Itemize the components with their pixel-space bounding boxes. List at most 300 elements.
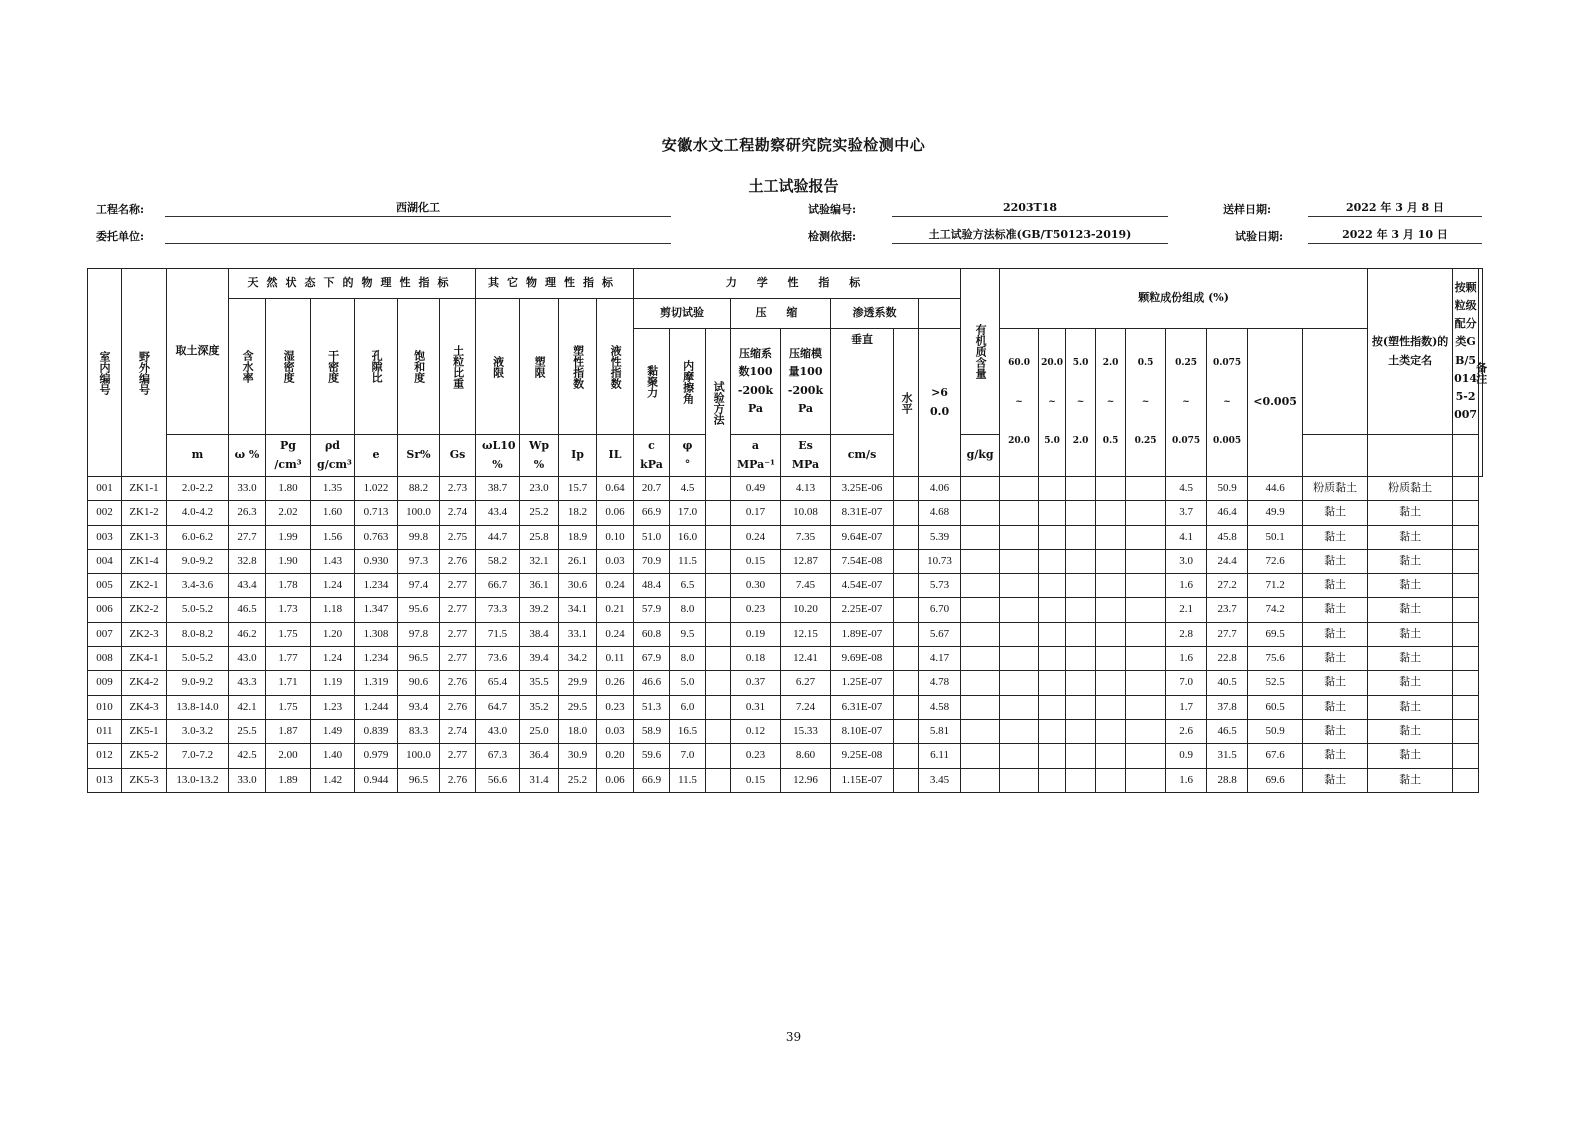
grain-range-2-top: 20.0 [1041, 358, 1064, 369]
cell-rho: 2.02 [266, 501, 311, 525]
cell-w: 46.5 [229, 598, 266, 622]
cell-p0075: 1.6 [1166, 574, 1207, 598]
cell-p0005: 27.7 [1207, 622, 1248, 646]
cell-wl: 58.2 [476, 549, 520, 573]
cell-kv: 2.25E-07 [831, 598, 894, 622]
cell-sr: 95.6 [398, 598, 440, 622]
client-value [165, 228, 671, 244]
cell-tm [706, 477, 731, 501]
table-row [88, 671, 1483, 695]
cell-e: 1.347 [355, 598, 398, 622]
basis-value: 土工试验方法标准(GB/T50123-2019) [892, 228, 1168, 244]
cell-lab: 012 [88, 744, 122, 768]
cell-kh [894, 549, 919, 573]
cell-name1: 黏土 [1303, 598, 1368, 622]
cell-wp: 35.2 [520, 695, 559, 719]
cell-plt: 44.6 [1248, 477, 1303, 501]
cell-ip: 34.1 [559, 598, 597, 622]
cell-p0075: 4.1 [1166, 525, 1207, 549]
cell-phi: 5.0 [670, 671, 706, 695]
cell-org: 5.73 [919, 574, 961, 598]
cell-r5 [1126, 477, 1166, 501]
cell-r2 [1039, 549, 1066, 573]
cell-c: 57.9 [634, 598, 670, 622]
cell-il: 0.03 [597, 719, 634, 743]
unit-specific-gravity: Gs [440, 435, 476, 477]
cell-w: 27.7 [229, 525, 266, 549]
cell-phi: 17.0 [670, 501, 706, 525]
cell-org: 6.70 [919, 598, 961, 622]
cell-wl: 43.4 [476, 501, 520, 525]
cell-sr: 97.8 [398, 622, 440, 646]
cell-wp: 35.5 [520, 671, 559, 695]
cell-wl: 73.6 [476, 647, 520, 671]
cell-gs: 2.74 [440, 719, 476, 743]
unit-void-ratio: e [355, 435, 398, 477]
cell-name2: 黏土 [1368, 501, 1453, 525]
cell-name1: 粉质黏土 [1303, 477, 1368, 501]
cell-wp: 39.4 [520, 647, 559, 671]
unit-saturation: Sr% [398, 435, 440, 477]
cell-name2: 黏土 [1368, 744, 1453, 768]
cell-org: 6.11 [919, 744, 961, 768]
cell-r1 [1000, 574, 1039, 598]
cell-g60 [961, 501, 1000, 525]
cell-name1: 黏土 [1303, 768, 1368, 792]
cell-e: 1.022 [355, 477, 398, 501]
send-date-value: 2022 年 3 月 8 日 [1308, 201, 1482, 217]
cell-phi: 7.0 [670, 744, 706, 768]
col-organic: 有机质含量 [961, 269, 1000, 435]
tilde-2: ~ [1048, 397, 1056, 408]
cell-ip: 15.7 [559, 477, 597, 501]
cell-p0005: 23.7 [1207, 598, 1248, 622]
cell-tm [706, 744, 731, 768]
project-value: 西湖化工 [165, 201, 671, 217]
group-perm: 渗透系数 [831, 299, 919, 329]
grain-range-3 [1066, 329, 1096, 477]
cell-r5 [1126, 622, 1166, 646]
unit-plasticity-index: Ip [559, 435, 597, 477]
cell-rho: 1.90 [266, 549, 311, 573]
group-compress: 压 缩 [731, 299, 831, 329]
cell-kh [894, 744, 919, 768]
cell-rhod: 1.35 [311, 477, 355, 501]
cell-kv: 6.31E-07 [831, 695, 894, 719]
grain-range-2 [1039, 329, 1066, 477]
unit-name-grade [1368, 435, 1453, 477]
cell-p0075: 1.7 [1166, 695, 1207, 719]
table-row [88, 695, 1483, 719]
cell-a: 0.15 [731, 768, 781, 792]
cell-g60 [961, 719, 1000, 743]
cell-name2: 黏土 [1368, 671, 1453, 695]
cell-gs: 2.76 [440, 768, 476, 792]
cell-lab: 008 [88, 647, 122, 671]
group-other: 其它物理性指标 [476, 269, 634, 299]
tilde-4: ~ [1106, 397, 1115, 408]
cell-r5 [1126, 768, 1166, 792]
cell-name2: 黏土 [1368, 525, 1453, 549]
cell-il: 0.11 [597, 647, 634, 671]
col-liquid-limit: 液限 [476, 299, 520, 435]
cell-depth: 7.0-7.2 [167, 744, 229, 768]
cell-a: 0.19 [731, 622, 781, 646]
cell-ip: 18.0 [559, 719, 597, 743]
cell-field: ZK5-3 [122, 768, 167, 792]
cell-e: 0.763 [355, 525, 398, 549]
unit-depth: m [167, 435, 229, 477]
cell-rhod: 1.60 [311, 501, 355, 525]
cell-il: 0.64 [597, 477, 634, 501]
cell-es: 10.08 [781, 501, 831, 525]
cell-g60 [961, 549, 1000, 573]
cell-a: 0.37 [731, 671, 781, 695]
soil-test-table [87, 268, 1488, 793]
unit-liquidity-index: IL [597, 435, 634, 477]
grain-range-6 [1166, 329, 1207, 477]
col-comp-coef: 压缩系数100-200kPa [731, 329, 781, 435]
cell-sr: 93.4 [398, 695, 440, 719]
cell-a: 0.49 [731, 477, 781, 501]
cell-plt: 75.6 [1248, 647, 1303, 671]
unit-water-content: ω % [229, 435, 266, 477]
cell-plt: 52.5 [1248, 671, 1303, 695]
cell-c: 58.9 [634, 719, 670, 743]
page-number: 39 [785, 1030, 802, 1044]
cell-r2 [1039, 671, 1066, 695]
cell-gs: 2.76 [440, 671, 476, 695]
cell-plt: 50.1 [1248, 525, 1303, 549]
grain-range-7-top: 0.075 [1212, 358, 1242, 369]
basis-label: 检测依据: [808, 230, 857, 243]
cell-tm [706, 598, 731, 622]
cell-sr: 83.3 [398, 719, 440, 743]
cell-remark [1453, 647, 1479, 671]
cell-name1: 黏土 [1303, 695, 1368, 719]
cell-e: 1.234 [355, 647, 398, 671]
cell-plt: 69.5 [1248, 622, 1303, 646]
cell-r1 [1000, 598, 1039, 622]
cell-tm [706, 768, 731, 792]
cell-field: ZK5-1 [122, 719, 167, 743]
cell-kh [894, 598, 919, 622]
cell-org: 4.68 [919, 501, 961, 525]
col-plastic-limit: 塑限 [520, 299, 559, 435]
cell-sr: 96.5 [398, 768, 440, 792]
cell-field: ZK4-2 [122, 671, 167, 695]
cell-name1: 黏土 [1303, 549, 1368, 573]
cell-remark [1453, 695, 1479, 719]
cell-depth: 13.8-14.0 [167, 695, 229, 719]
cell-org: 4.17 [919, 647, 961, 671]
project-label: 工程名称: [96, 203, 145, 216]
unit-organic: g/kg [961, 435, 1000, 477]
test-no-label: 试验编号: [808, 203, 857, 216]
cell-rho: 1.87 [266, 719, 311, 743]
cell-r1 [1000, 501, 1039, 525]
cell-name2: 黏土 [1368, 598, 1453, 622]
cell-c: 60.8 [634, 622, 670, 646]
cell-g60 [961, 671, 1000, 695]
cell-a: 0.15 [731, 549, 781, 573]
cell-plt: 49.9 [1248, 501, 1303, 525]
cell-es: 7.35 [781, 525, 831, 549]
group-mechanical: 力 学 性 指 标 [634, 269, 961, 299]
cell-name2: 黏土 [1368, 549, 1453, 573]
cell-e: 1.244 [355, 695, 398, 719]
cell-il: 0.03 [597, 549, 634, 573]
cell-r1 [1000, 671, 1039, 695]
cell-phi: 16.0 [670, 525, 706, 549]
tilde-1: ~ [1015, 397, 1023, 408]
cell-r3 [1066, 695, 1096, 719]
cell-sr: 100.0 [398, 501, 440, 525]
cell-phi: 16.5 [670, 719, 706, 743]
cell-kv: 3.25E-06 [831, 477, 894, 501]
cell-org: 10.73 [919, 549, 961, 573]
cell-gs: 2.77 [440, 574, 476, 598]
cell-r4 [1096, 574, 1126, 598]
col-name-grade: 按颗粒级配分类GB/50145-2007 [1453, 269, 1479, 435]
cell-rho: 1.71 [266, 671, 311, 695]
cell-wl: 43.0 [476, 719, 520, 743]
cell-kh [894, 622, 919, 646]
cell-gs: 2.74 [440, 501, 476, 525]
cell-name2: 黏土 [1368, 647, 1453, 671]
cell-lab: 006 [88, 598, 122, 622]
cell-sr: 100.0 [398, 744, 440, 768]
cell-e: 0.979 [355, 744, 398, 768]
cell-wl: 38.7 [476, 477, 520, 501]
cell-plt: 50.9 [1248, 719, 1303, 743]
tilde-6: ~ [1182, 397, 1190, 408]
cell-kh [894, 477, 919, 501]
cell-lab: 013 [88, 768, 122, 792]
cell-lab: 003 [88, 525, 122, 549]
cell-gs: 2.73 [440, 477, 476, 501]
col-specific-gravity: 土粒比重 [440, 299, 476, 435]
unit-dry-density: ρd g/cm³ [311, 435, 355, 477]
cell-r4 [1096, 695, 1126, 719]
cell-name2: 黏土 [1368, 768, 1453, 792]
grain-range-3-bottom: 2.0 [1072, 435, 1089, 446]
cell-g60 [961, 525, 1000, 549]
cell-lab: 005 [88, 574, 122, 598]
cell-r5 [1126, 501, 1166, 525]
cell-kv: 9.25E-08 [831, 744, 894, 768]
col-wet-density: 湿密度 [266, 299, 311, 435]
cell-w: 42.1 [229, 695, 266, 719]
cell-name2: 黏土 [1368, 719, 1453, 743]
cell-c: 66.9 [634, 501, 670, 525]
cell-kv: 1.15E-07 [831, 768, 894, 792]
cell-name2: 黏土 [1368, 695, 1453, 719]
cell-p0005: 27.2 [1207, 574, 1248, 598]
cell-kh [894, 501, 919, 525]
cell-phi: 8.0 [670, 647, 706, 671]
cell-ip: 34.2 [559, 647, 597, 671]
cell-lab: 009 [88, 671, 122, 695]
cell-r2 [1039, 695, 1066, 719]
cell-field: ZK2-2 [122, 598, 167, 622]
cell-p0005: 22.8 [1207, 647, 1248, 671]
cell-g60 [961, 647, 1000, 671]
cell-name1: 黏土 [1303, 525, 1368, 549]
cell-sr: 90.6 [398, 671, 440, 695]
cell-name1: 黏土 [1303, 647, 1368, 671]
cell-name2: 黏土 [1368, 622, 1453, 646]
cell-p0005: 37.8 [1207, 695, 1248, 719]
table-row [88, 598, 1483, 622]
cell-r5 [1126, 719, 1166, 743]
cell-wp: 36.4 [520, 744, 559, 768]
col-lab-no: 室内编号 [88, 269, 122, 477]
col-vertical: 垂直 [831, 329, 894, 435]
cell-phi: 11.5 [670, 768, 706, 792]
grain-range-1-bottom: 20.0 [1008, 435, 1031, 446]
cell-field: ZK1-4 [122, 549, 167, 573]
tilde-3: ~ [1076, 397, 1085, 408]
cell-ip: 30.9 [559, 744, 597, 768]
cell-r2 [1039, 501, 1066, 525]
cell-ip: 29.9 [559, 671, 597, 695]
unit-comp-mod: Es MPa [781, 435, 831, 477]
client-label: 委托单位: [96, 230, 145, 243]
col-test-method: 试验方法 [706, 329, 731, 477]
cell-r3 [1066, 647, 1096, 671]
cell-w: 43.3 [229, 671, 266, 695]
cell-kv: 8.10E-07 [831, 719, 894, 743]
cell-p0005: 50.9 [1207, 477, 1248, 501]
cell-rhod: 1.42 [311, 768, 355, 792]
cell-r5 [1126, 574, 1166, 598]
cell-rho: 1.77 [266, 647, 311, 671]
unit-cohesion: c kPa [634, 435, 670, 477]
cell-e: 1.319 [355, 671, 398, 695]
cell-phi: 9.5 [670, 622, 706, 646]
cell-r1 [1000, 549, 1039, 573]
cell-rhod: 1.40 [311, 744, 355, 768]
cell-rho: 1.99 [266, 525, 311, 549]
cell-r3 [1066, 768, 1096, 792]
cell-w: 43.4 [229, 574, 266, 598]
cell-plt: 71.2 [1248, 574, 1303, 598]
cell-r3 [1066, 744, 1096, 768]
cell-kv: 9.64E-07 [831, 525, 894, 549]
cell-r1 [1000, 647, 1039, 671]
cell-plt: 69.6 [1248, 768, 1303, 792]
cell-r4 [1096, 477, 1126, 501]
cell-c: 66.9 [634, 768, 670, 792]
cell-p0075: 2.1 [1166, 598, 1207, 622]
cell-field: ZK1-1 [122, 477, 167, 501]
cell-phi: 6.5 [670, 574, 706, 598]
grain-range-1 [1000, 329, 1039, 477]
cell-rho: 1.73 [266, 598, 311, 622]
col-cohesion: 黏聚力 [634, 329, 670, 435]
cell-r3 [1066, 622, 1096, 646]
cell-il: 0.26 [597, 671, 634, 695]
cell-r5 [1126, 671, 1166, 695]
cell-il: 0.20 [597, 744, 634, 768]
cell-es: 7.45 [781, 574, 831, 598]
grain-range-6-bottom: 0.075 [1171, 435, 1201, 446]
cell-a: 0.18 [731, 647, 781, 671]
test-date-value: 2022 年 3 月 10 日 [1308, 228, 1482, 244]
cell-w: 42.5 [229, 744, 266, 768]
cell-a: 0.30 [731, 574, 781, 598]
cell-field: ZK4-3 [122, 695, 167, 719]
cell-w: 32.8 [229, 549, 266, 573]
grain-range-3-top: 5.0 [1072, 358, 1089, 369]
cell-rhod: 1.43 [311, 549, 355, 573]
cell-ip: 18.2 [559, 501, 597, 525]
cell-w: 43.0 [229, 647, 266, 671]
cell-plt: 74.2 [1248, 598, 1303, 622]
cell-ip: 25.2 [559, 768, 597, 792]
cell-rhod: 1.56 [311, 525, 355, 549]
cell-a: 0.31 [731, 695, 781, 719]
cell-wp: 25.2 [520, 501, 559, 525]
grain-range-2-bottom: 5.0 [1044, 435, 1060, 446]
cell-field: ZK1-3 [122, 525, 167, 549]
cell-c: 46.6 [634, 671, 670, 695]
cell-a: 0.23 [731, 598, 781, 622]
cell-depth: 3.4-3.6 [167, 574, 229, 598]
cell-kv: 1.89E-07 [831, 622, 894, 646]
cell-name1: 黏土 [1303, 744, 1368, 768]
cell-org: 4.78 [919, 671, 961, 695]
group-grain: 颗粒成份组成 (%) [1000, 269, 1368, 329]
cell-w: 46.2 [229, 622, 266, 646]
cell-rhod: 1.49 [311, 719, 355, 743]
col-comp-mod: 压缩模量100-200kPa [781, 329, 831, 435]
cell-es: 12.96 [781, 768, 831, 792]
cell-es: 15.33 [781, 719, 831, 743]
cell-r4 [1096, 549, 1126, 573]
cell-r5 [1126, 744, 1166, 768]
cell-tm [706, 647, 731, 671]
grain-range-7-bottom: 0.005 [1212, 435, 1242, 446]
cell-g60 [961, 744, 1000, 768]
unit-plastic-limit: Wp % [520, 435, 559, 477]
report-title: 土工试验报告 [748, 177, 839, 195]
grain-range-5-bottom: 0.25 [1134, 435, 1157, 446]
cell-wp: 23.0 [520, 477, 559, 501]
cell-e: 1.234 [355, 574, 398, 598]
cell-c: 51.0 [634, 525, 670, 549]
cell-gs: 2.76 [440, 549, 476, 573]
tilde-5: ~ [1141, 397, 1150, 408]
cell-name2: 黏土 [1368, 574, 1453, 598]
cell-p0075: 0.9 [1166, 744, 1207, 768]
cell-r1 [1000, 744, 1039, 768]
cell-ip: 29.5 [559, 695, 597, 719]
cell-r4 [1096, 598, 1126, 622]
cell-r2 [1039, 477, 1066, 501]
cell-r5 [1126, 647, 1166, 671]
cell-wl: 56.6 [476, 768, 520, 792]
cell-c: 59.6 [634, 744, 670, 768]
cell-r2 [1039, 744, 1066, 768]
unit-perm: cm/s [831, 435, 894, 477]
cell-r3 [1066, 501, 1096, 525]
cell-c: 20.7 [634, 477, 670, 501]
cell-r3 [1066, 598, 1096, 622]
cell-name1: 黏土 [1303, 574, 1368, 598]
cell-es: 10.20 [781, 598, 831, 622]
